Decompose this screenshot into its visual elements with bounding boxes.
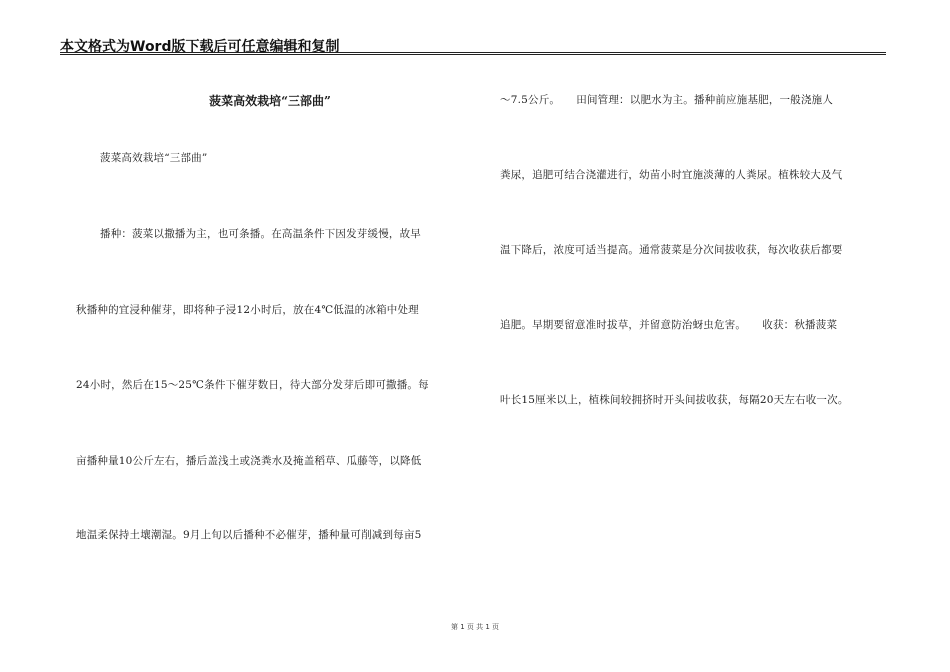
right-line: 追肥。早期要留意准时拔草，并留意防治蚜虫危害。 收获：秋播菠菜 (500, 319, 838, 331)
document-header-banner: 本文格式为Word版下载后可任意编辑和复制 (60, 39, 340, 55)
left-line: 秋播种的宜浸种催芽，即将种子浸12小时后，放在4℃低温的冰箱中处理 (76, 304, 419, 316)
right-line: 粪尿，追肥可结合浇灌进行，幼苗小时宜施淡薄的人粪尿。植株较大及气 (500, 169, 843, 181)
header-divider-top (60, 52, 886, 53)
header-divider-bottom (60, 54, 886, 55)
left-line: 24小时，然后在15～25℃条件下催芽数日，待大部分发芽后即可撒播。每 (76, 379, 429, 391)
right-line: 温下降后，浓度可适当提高。通常菠菜是分次间拔收获，每次收获后都要 (500, 244, 843, 256)
right-line: ～7.5公斤。 田间管理：以肥水为主。播种前应施基肥，一般浇施人 (500, 94, 834, 106)
document-title: 菠菜高效栽培“三部曲” (209, 94, 331, 108)
left-line: 地温柔保持土壤潮湿。9月上旬以后播种不必催芽，播种量可削减到每亩5 (76, 529, 422, 541)
right-line: 叶长15厘米以上，植株间较拥挤时开头间拔收获，每隔20天左右收一次。 (500, 394, 849, 406)
left-line-subtitle: 菠菜高效栽培“三部曲” (100, 152, 208, 164)
page-number-footer: 第 1 页 共 1 页 (450, 623, 500, 631)
left-line: 亩播种量10公斤左右，播后盖浅土或浇粪水及掩盖稻草、瓜藤等，以降低 (76, 455, 422, 467)
left-line: 播种：菠菜以撒播为主，也可条播。在高温条件下因发芽缓慢，故早 (100, 228, 421, 240)
